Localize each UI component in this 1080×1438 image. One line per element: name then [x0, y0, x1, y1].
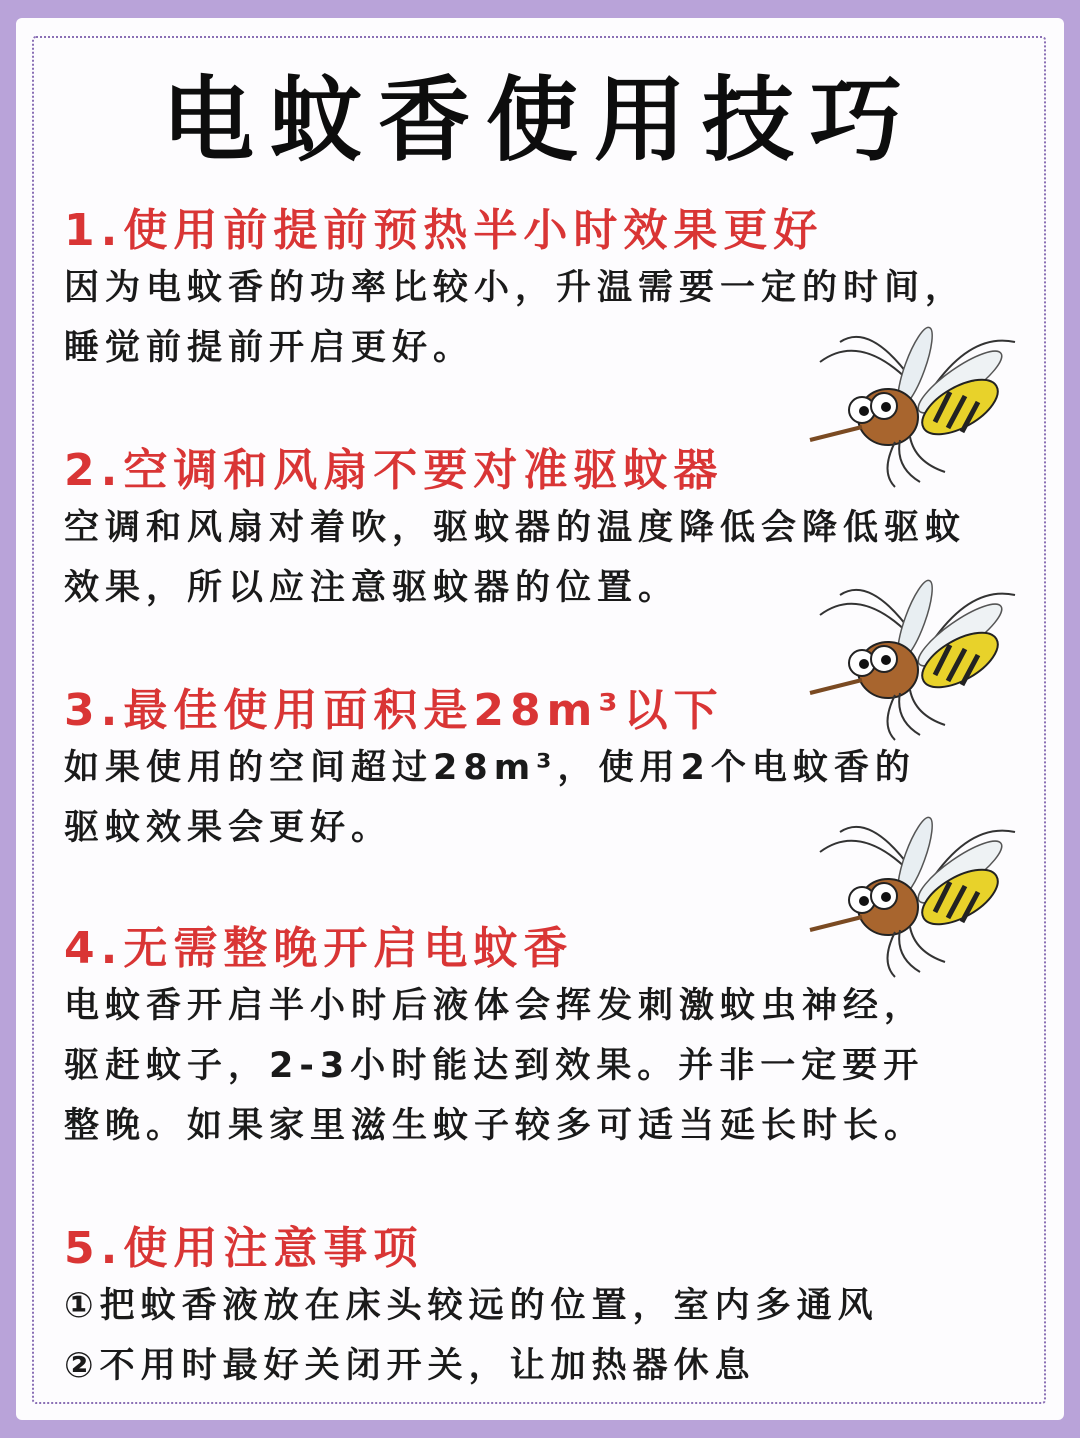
- section-1-heading: 1.使用前提前预热半小时效果更好: [64, 205, 824, 256]
- section-5-line-2: ②不用时最好关闭开关，让加热器休息: [64, 1346, 756, 1386]
- mosquito-icon: [800, 575, 1030, 745]
- mosquito-icon: [800, 812, 1030, 982]
- section-4-line-1: 电蚊香开启半小时后液体会挥发刺激蚊虫神经，: [64, 986, 926, 1026]
- section-5-body: [64, 1276, 879, 1396]
- section-5-heading: 5.使用注意事项: [64, 1223, 424, 1274]
- section-3-body: [64, 738, 916, 858]
- section-4-heading: 4.无需整晚开启电蚊香: [64, 923, 574, 974]
- section-2-line-1: 空调和风扇对着吹，驱蚊器的温度降低会降低驱蚊: [64, 508, 967, 548]
- section-4-line-3: 整晚。如果家里滋生蚊子较多可适当延长时长。: [64, 1106, 926, 1146]
- mosquito-icon: [800, 322, 1030, 492]
- section-1-line-1: 因为电蚊香的功率比较小，升温需要一定的时间，: [64, 268, 967, 308]
- section-3-line-1: 如果使用的空间超过28m³，使用2个电蚊香的: [64, 748, 916, 788]
- section-3-line-2: 驱蚊效果会更好。: [64, 808, 393, 848]
- section-1-line-2: 睡觉前提前开启更好。: [64, 328, 475, 368]
- section-2-line-2: 效果，所以应注意驱蚊器的位置。: [64, 568, 680, 608]
- section-2-heading: 2.空调和风扇不要对准驱蚊器: [64, 445, 724, 496]
- section-4-line-2: 驱赶蚊子，2-3小时能达到效果。并非一定要开: [64, 1046, 925, 1086]
- page-title: 电蚊香使用技巧: [161, 67, 918, 174]
- section-3-heading: 3.最佳使用面积是28m³以下: [64, 685, 724, 736]
- section-5-line-1: ①把蚊香液放在床头较远的位置，室内多通风: [64, 1286, 879, 1326]
- section-4-body: [64, 976, 925, 1156]
